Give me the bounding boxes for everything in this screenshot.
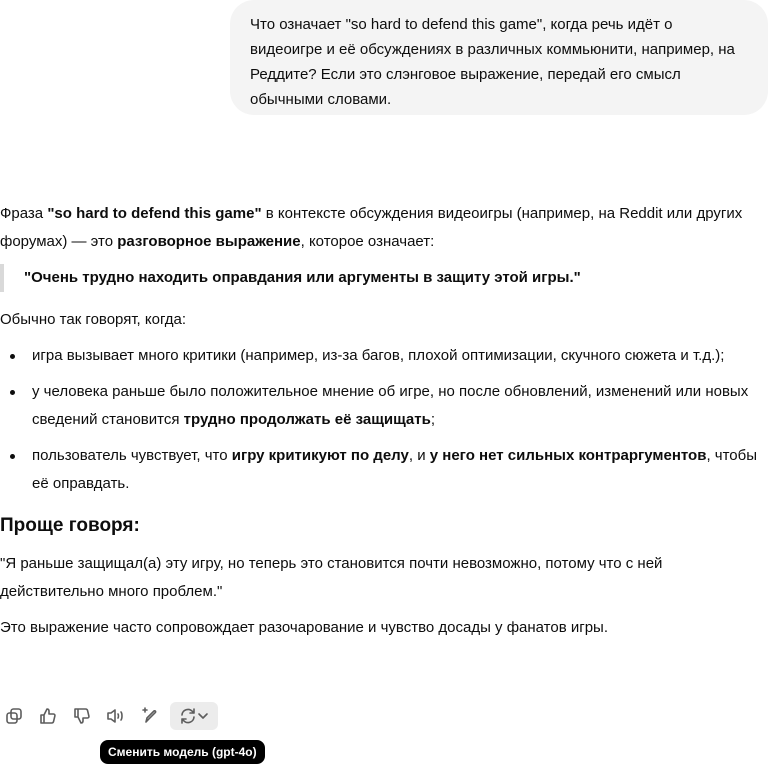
bold-text: трудно продолжать её защищать [183,411,431,428]
edit-sparkle-icon [141,707,159,725]
paragraph: "Я раньше защищал(а) эту игру, но теперь это становится почти невозможно, потому что с ней действительно много проблем." [0,555,663,600]
text: ; [430,411,436,428]
user-message-bubble: Что означает "so hard to defend this game", когда речь идёт о видеоигре и её обсуждениях в различных коммьюнити, например, на Реддите? Если это слэнговое выражение, передай его смысл обычными словами. [230,0,768,115]
thumbs-down-button[interactable] [68,702,96,730]
chevron-down-icon [197,710,209,722]
copy-icon [5,707,23,725]
section-heading: Проще говоря: [0,515,140,536]
switch-model-button[interactable] [170,702,218,730]
speaker-icon [106,707,126,725]
text: , которое означает: [300,233,435,250]
assistant-response [0,200,768,650]
text: в контексте обсуждения видеоигры (например, на Reddit или других форумах) — это [0,205,743,250]
bold-text: "so hard to defend this game" [47,205,262,222]
paragraph: Это выражение часто сопровождает разочарование и чувство досады у фанатов игры. [0,619,608,636]
tooltip: Сменить модель (gpt-4o) [100,740,265,764]
text: Фраза [0,205,48,222]
regenerate-icon [179,707,197,725]
read-aloud-button[interactable] [102,702,130,730]
list-item [0,342,768,370]
list-item [0,442,768,498]
text: , чтобы её оправдать. [32,447,758,492]
text: пользователь чувствует, что [32,447,232,464]
intro-paragraph [0,200,768,256]
bold-text: у него нет сильных контраргументов [429,447,707,464]
blockquote: "Очень трудно находить оправдания или аргументы в защиту этой игры." [0,264,768,292]
paragraph: Обычно так говорят, когда: [0,311,187,328]
list-item [0,378,768,434]
thumbs-down-icon [73,707,91,725]
thumbs-up-button[interactable] [34,702,62,730]
bold-text: разговорное выражение [117,233,301,250]
text: , и [408,447,430,464]
edit-button[interactable] [136,702,164,730]
bold-text: игру критикуют по делу [231,447,409,464]
thumbs-up-icon [39,707,57,725]
text: игра вызывает много критики (например, из-за багов, плохой оптимизации, скучного сюжета и т.д.); [32,347,725,364]
text: у человека раньше было положительное мнение об игре, но после обновлений, изменений или новых сведений становится [32,383,749,428]
bullet-list [0,342,768,498]
message-actions [0,702,218,730]
copy-button[interactable] [0,702,28,730]
